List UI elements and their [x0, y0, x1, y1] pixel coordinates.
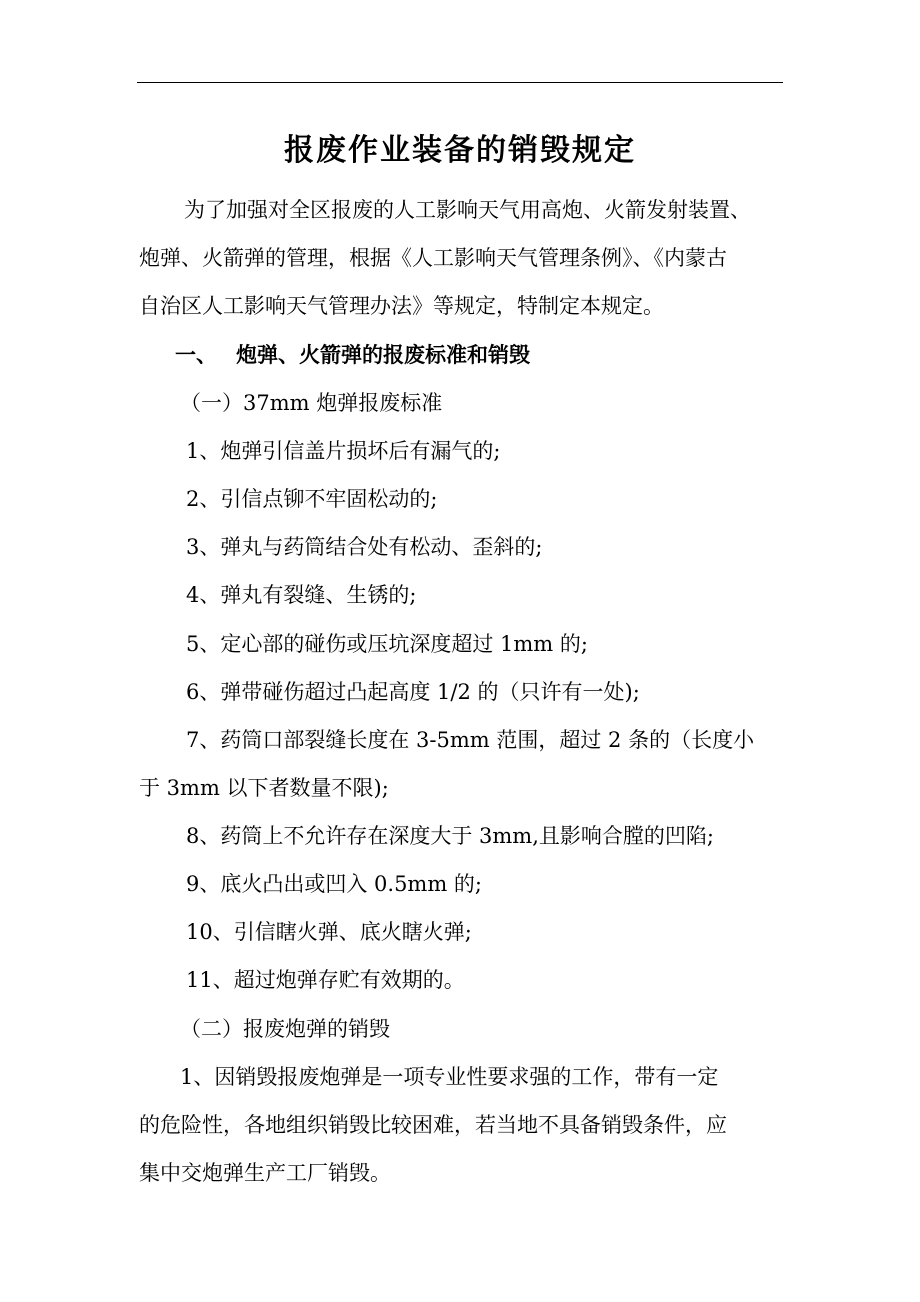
list-item: 8、药筒上不允许存在深度大于 3mm,且影响合膛的凹陷;: [186, 824, 714, 848]
document-title: 报废作业装备的销毁规定: [284, 133, 636, 168]
list-item: 2、引信点铆不牢固松动的;: [186, 487, 438, 511]
header-rule: [137, 82, 783, 83]
destroy-line-2: 的危险性，各地组织销毁比较困难，若当地不具备销毁条件，应: [139, 1113, 727, 1137]
intro-line-1: 为了加强对全区报废的人工影响天气用高炮、火箭发射装置、: [184, 198, 751, 222]
section-number: 一、: [175, 343, 217, 367]
subsection-title-2: （二）报废炮弹的销毁: [180, 1017, 390, 1041]
list-item-continuation: 于 3mm 以下者数量不限);: [139, 776, 389, 800]
list-item: 4、弹丸有裂缝、生锈的;: [186, 583, 417, 607]
destroy-line-1: 1、因销毁报废炮弹是一项专业性要求强的工作，带有一定: [180, 1065, 719, 1089]
list-item: 9、底火凸出或凹入 0.5mm 的;: [186, 872, 483, 896]
list-item: 10、引信瞎火弹、底火瞎火弹;: [186, 920, 472, 944]
list-item: 3、弹丸与药筒结合处有松动、歪斜的;: [186, 535, 543, 559]
subsection-title-1: （一）37mm 炮弹报废标准: [180, 391, 443, 415]
list-item: 6、弹带碰伤超过凸起高度 1/2 的（只许有一处);: [186, 680, 640, 704]
list-item: 1、炮弹引信盖片损坏后有漏气的;: [186, 439, 501, 463]
list-item: 5、定心部的碰伤或压坑深度超过 1mm 的;: [186, 632, 588, 656]
list-item: 7、药筒口部裂缝长度在 3-5mm 范围，超过 2 条的（长度小: [186, 728, 755, 752]
intro-line-3: 自治区人工影响天气管理办法》等规定，特制定本规定。: [139, 294, 664, 318]
intro-line-2: 炮弹、火箭弹的管理，根据《人工影响天气管理条例》、《内蒙古: [139, 246, 727, 270]
section-heading: 炮弹、火箭弹的报废标准和销毁: [236, 343, 530, 367]
list-item: 11、超过炮弹存贮有效期的。: [186, 968, 465, 992]
destroy-line-3: 集中交炮弹生产工厂销毁。: [139, 1161, 391, 1185]
